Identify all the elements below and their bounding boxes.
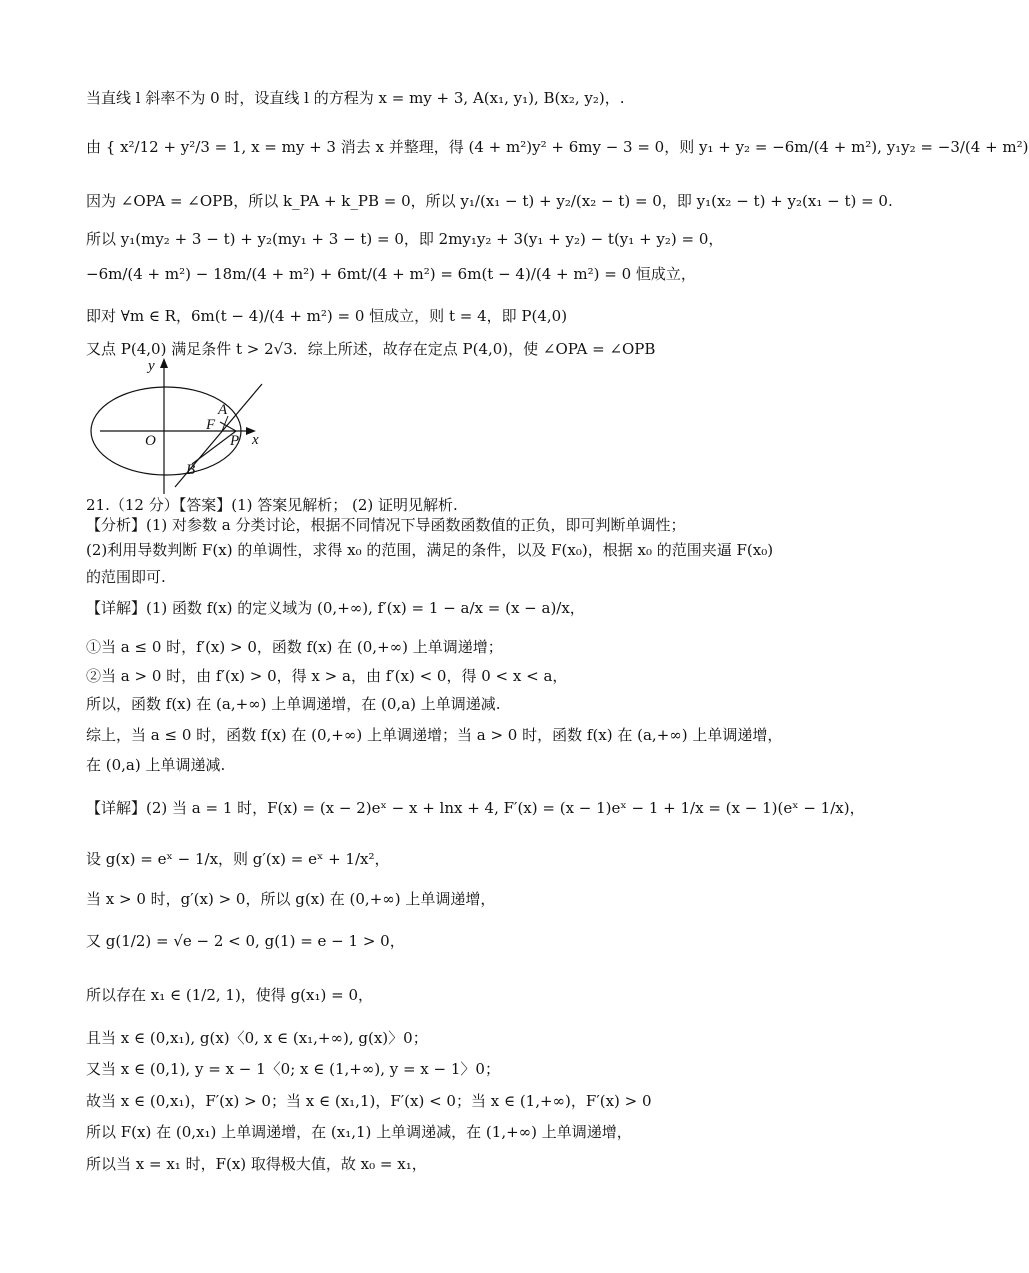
text-line-2: 由 { x²/12 + y²/3 = 1, x = my + 3 消去 x 并整理，得 (4 + m²)y² + 6my − 3 = 0，则 y₁ + y₂ = −6m/(4 + m²), y₁y₂ = −3/(4 + m²)	[86, 138, 1029, 156]
label-o: O	[145, 433, 156, 449]
text-line-12: 【详解】(1) 函数 f(x) 的定义域为 (0,+∞), f′(x) = 1 − a/x = (x − a)/x，	[86, 599, 585, 617]
text-line-21: 又 g(1/2) = √e − 2 < 0, g(1) = e − 1 > 0，	[86, 932, 405, 950]
text-line-10: (2)利用导数判断 F(x) 的单调性，求得 x₀ 的范围，满足的条件，以及 F(x₀)，根据 x₀ 的范围夹逼 F(x₀)	[86, 541, 774, 559]
text-line-9: 【分析】(1) 对参数 a 分类讨论，根据不同情况下导函数函数值的正负，即可判断单调性；	[86, 516, 686, 534]
text-line-1: 当直线 l 斜率不为 0 时，设直线 l 的方程为 x = my + 3, A(x₁, y₁), B(x₂, y₂)，.	[86, 89, 625, 107]
text-line-7: 又点 P(4,0) 满足条件 t > 2√3．综上所述，故存在定点 P(4,0)，使 ∠OPA = ∠OPB	[86, 340, 656, 358]
text-line-19: 设 g(x) = eˣ − 1/x，则 g′(x) = eˣ + 1/x²，	[86, 850, 390, 868]
text-line-4: 所以 y₁(my₂ + 3 − t) + y₂(my₁ + 3 − t) = 0，即 2my₁y₂ + 3(y₁ + y₂) − t(y₁ + y₂) = 0，	[86, 230, 724, 248]
text-line-23: 且当 x ∈ (0,x₁), g(x)〈0, x ∈ (x₁,+∞), g(x)〉0；	[86, 1029, 428, 1047]
text-line-8: 21.（12 分）【答案】(1) 答案见解析； (2) 证明见解析.	[86, 496, 458, 514]
text-line-5: −6m/(4 + m²) − 18m/(4 + m²) + 6mt/(4 + m²) = 6m(t − 4)/(4 + m²) = 0 恒成立，	[86, 265, 696, 283]
text-line-14: ②当 a > 0 时，由 f′(x) > 0，得 x > a，由 f′(x) < 0，得 0 < x < a，	[86, 667, 568, 685]
label-p: P	[230, 433, 240, 449]
text-line-24: 又当 x ∈ (0,1), y = x − 1〈0; x ∈ (1,+∞), y = x − 1〉0；	[86, 1060, 500, 1078]
label-b: B	[186, 462, 196, 478]
text-line-22: 所以存在 x₁ ∈ (1/2, 1)，使得 g(x₁) = 0，	[86, 986, 374, 1004]
y-axis	[160, 358, 168, 494]
text-line-15: 所以，函数 f(x) 在 (a,+∞) 上单调递增，在 (0,a) 上单调递减.	[86, 695, 501, 713]
text-line-13: ①当 a ≤ 0 时，f′(x) > 0，函数 f(x) 在 (0,+∞) 上单调递增；	[86, 638, 503, 656]
text-line-27: 所以当 x = x₁ 时，F(x) 取得极大值，故 x₀ = x₁，	[86, 1155, 427, 1173]
text-line-26: 所以 F(x) 在 (0,x₁) 上单调递增，在 (x₁,1) 上单调递减，在 (1,+∞) 上单调递增，	[86, 1123, 632, 1141]
text-line-25: 故当 x ∈ (0,x₁)，F′(x) > 0；当 x ∈ (x₁,1)，F′(x) < 0；当 x ∈ (1,+∞)，F′(x) > 0	[86, 1092, 652, 1110]
label-x: x	[252, 432, 259, 448]
ellipse-figure	[100, 352, 280, 497]
text-line-20: 当 x > 0 时，g′(x) > 0，所以 g(x) 在 (0,+∞) 上单调递增，	[86, 890, 496, 908]
text-line-3: 因为 ∠OPA = ∠OPB，所以 k_PA + k_PB = 0，所以 y₁/(x₁ − t) + y₂/(x₂ − t) = 0，即 y₁(x₂ − t) + y₂(x₁ − t) = 0.	[86, 192, 893, 210]
text-line-18: 【详解】(2) 当 a = 1 时，F(x) = (x − 2)eˣ − x + lnx + 4, F′(x) = (x − 1)eˣ − 1 + 1/x = (x − 1)(eˣ − 1/x)，	[86, 799, 865, 817]
label-y: y	[148, 358, 155, 374]
text-line-11: 的范围即可.	[86, 568, 166, 586]
text-line-16: 综上，当 a ≤ 0 时，函数 f(x) 在 (0,+∞) 上单调递增；当 a > 0 时，函数 f(x) 在 (a,+∞) 上单调递增，	[86, 726, 783, 744]
text-line-6: 即对 ∀m ∈ R，6m(t − 4)/(4 + m²) = 0 恒成立，则 t = 4，即 P(4,0)	[86, 307, 568, 325]
label-f: F	[206, 417, 216, 433]
text-line-17: 在 (0,a) 上单调递减.	[86, 756, 226, 774]
label-a: A	[218, 402, 228, 418]
